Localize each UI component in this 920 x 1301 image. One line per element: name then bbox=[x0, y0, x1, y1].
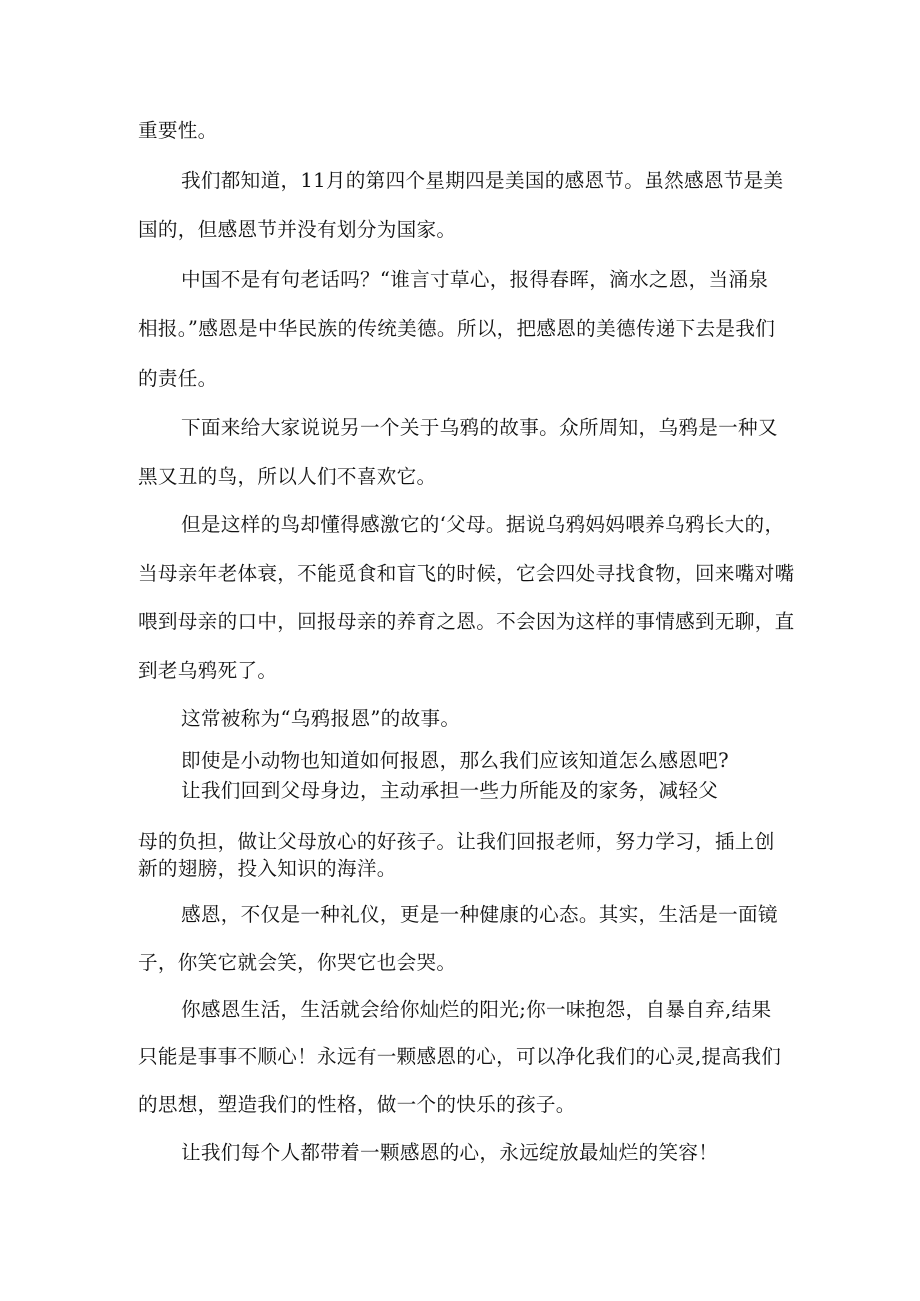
text-line: 你感恩生活，生活就会给你灿烂的阳光;你一味抱怨，自暴自弃,结果 bbox=[181, 998, 772, 1021]
text-line: 下面来给大家说说另一个关于乌鸦的故事。众所周知，乌鸦是一种又 bbox=[181, 416, 778, 439]
text-line: 即使是小动物也知道如何报恩，那么我们应该知道怎么感恩吧? bbox=[181, 749, 729, 772]
text-line: 国的，但感恩节并没有划分为国家。 bbox=[138, 218, 457, 241]
text-line: 感恩，不仅是一种礼仪，更是一种健康的心态。其实，生活是一面镜 bbox=[181, 903, 778, 926]
text-line: 到老乌鸦死了。 bbox=[138, 659, 278, 682]
text-line: 让我们每个人都带着一颗感恩的心，永远绽放最灿烂的笑容！ bbox=[181, 1141, 719, 1164]
text-line: 的思想，塑造我们的性格，做一个的快乐的孩子。 bbox=[138, 1093, 576, 1116]
text-line: 中国不是有句老话吗？“谁言寸草心，报得春晖，滴水之恩，当涌泉 bbox=[181, 268, 769, 291]
text-line: 重要性。 bbox=[138, 119, 218, 142]
text-line: 子，你笑它就会笑，你哭它也会哭。 bbox=[138, 951, 457, 974]
text-line: 黑又丑的鸟，所以人们不喜欢它。 bbox=[138, 465, 437, 488]
text-line: 相报。”感恩是中华民族的传统美德。所以，把感恩的美德传递下去是我们 bbox=[138, 317, 776, 340]
text-line: 母的负担，做让父母放心的好孩子。让我们回报老师，努力学习，插上创 bbox=[138, 830, 775, 853]
text-line: 喂到母亲的口中，回报母亲的养育之恩。不会因为这样的事情感到无聊，直 bbox=[138, 610, 795, 633]
text-line: 这常被称为“乌鸦报恩”的故事。 bbox=[181, 707, 461, 730]
text-line: 当母亲年老体衰，不能觅食和盲飞的时候，它会四处寻找食物，回来嘴对嘴 bbox=[138, 562, 795, 585]
text-line: 只能是事事不顺心！永远有一颗感恩的心，可以净化我们的心灵,提高我们 bbox=[138, 1045, 782, 1068]
text-line: 的责任。 bbox=[138, 367, 218, 390]
text-line: 我们都知道，11月的第四个星期四是美国的感恩节。虽然感恩节是美 bbox=[181, 169, 784, 192]
text-line: 但是这样的鸟却懂得感激它的‘父母。据说乌鸦妈妈喂养乌鸦长大的， bbox=[181, 513, 785, 536]
text-line: 让我们回到父母身边，主动承担一些力所能及的家务，减轻父 bbox=[181, 779, 719, 802]
text-line: 新的翅膀，投入知识的海洋。 bbox=[138, 857, 397, 880]
